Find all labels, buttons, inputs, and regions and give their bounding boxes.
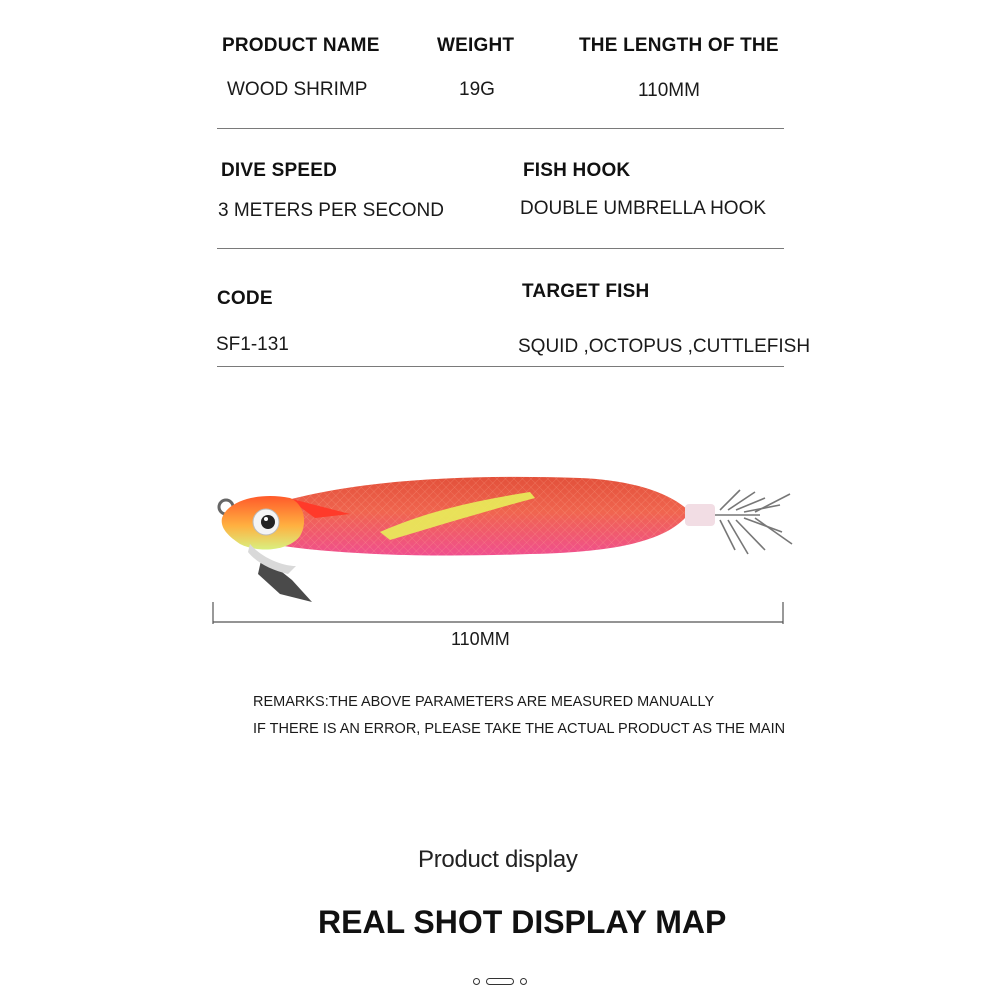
fish-hook-label: FISH HOOK [523,160,631,181]
divider-3 [217,366,784,367]
remarks-line-1: REMARKS:THE ABOVE PARAMETERS ARE MEASURED MANUALLY [253,694,715,710]
decor-dot-right [520,978,527,985]
fish-hook-value: DOUBLE UMBRELLA HOOK [520,198,767,219]
length-value: 110MM [638,80,700,101]
decor-dot-left [473,978,480,985]
decor-pill [486,978,514,985]
product-name-value: WOOD SHRIMP [227,79,368,100]
remarks-line-2: IF THERE IS AN ERROR, PLEASE TAKE THE ACTUAL PRODUCT AS THE MAIN [253,721,786,737]
weight-label: WEIGHT [437,35,515,56]
dive-speed-value: 3 METERS PER SECOND [218,200,444,221]
dive-speed-label: DIVE SPEED [221,160,338,181]
section-subtitle: Product display [418,846,578,873]
length-label: THE LENGTH OF THE [579,35,779,56]
product-name-label: PRODUCT NAME [222,35,380,56]
code-label: CODE [217,288,273,309]
section-title: REAL SHOT DISPLAY MAP [318,904,727,940]
dimension-line [212,600,786,626]
target-fish-label: TARGET FISH [522,281,650,302]
code-value: SF1-131 [216,334,289,355]
dimension-label: 110MM [451,629,510,649]
divider-2 [217,248,784,249]
target-fish-value: SQUID ,OCTOPUS ,CUTTLEFISH [518,336,811,357]
divider-1 [217,128,784,129]
squid-jig-image [200,470,810,610]
weight-value: 19G [459,79,495,100]
